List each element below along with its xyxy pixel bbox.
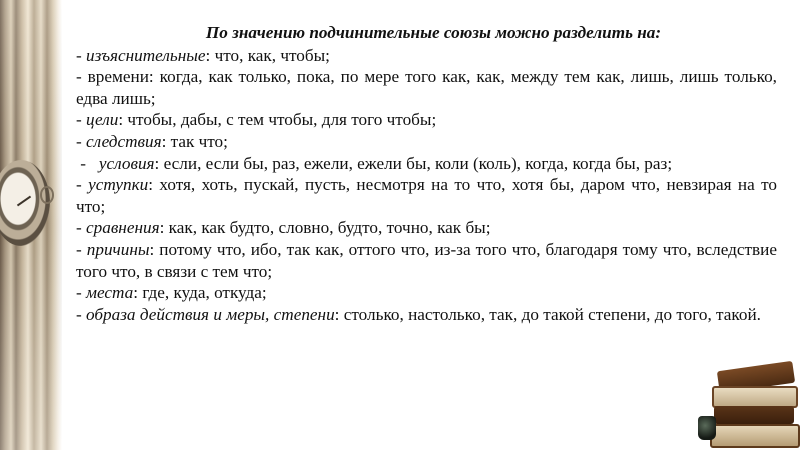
- books-image: [698, 358, 798, 446]
- list-item-term: сравнения: [86, 218, 160, 238]
- slide-content: [76, 22, 777, 325]
- list-item: - условия: если, если бы, раз, ежели, ежели бы, коли (коль), когда, когда бы, раз;: [76, 153, 673, 173]
- list-item-term: следствия: [86, 131, 162, 151]
- book: [710, 424, 800, 448]
- list-item: - сравнения: как, как будто, словно, будто, точно, как бы;: [76, 218, 491, 238]
- list-item-term: уступки: [88, 175, 149, 195]
- list-item: - образа действия и меры, степени: столько, настолько, так, до такой степени, до того, такой.: [76, 304, 761, 324]
- list-item: - причины: потому что, ибо, так как, оттого что, из-за того что, благодаря тому что, вследствие того что, в связи с тем что;: [76, 239, 777, 281]
- list-item: - изъяснительные: что, как, чтобы;: [76, 45, 330, 65]
- list-item: - времени: когда, как только, пока, по мере того как, как, между тем как, лишь, лишь только, едва лишь;: [76, 67, 777, 108]
- list-item-term: места: [86, 283, 134, 303]
- slide-heading: По значению подчинительные союзы можно разделить на:: [205, 23, 662, 42]
- list-item: - уступки: хотя, хоть, пускай, пусть, несмотря на то что, хотя бы, даром что, невзирая на то что;: [76, 175, 777, 216]
- list-item-term: причины: [86, 239, 150, 259]
- list-item-term: цели: [86, 110, 119, 130]
- list-item-term: условия: [98, 153, 155, 173]
- list-item: - места: где, куда, откуда;: [76, 283, 267, 303]
- book: [712, 386, 798, 408]
- book: [714, 406, 794, 424]
- list-item-term: образа действия и меры, степени: [86, 304, 335, 324]
- list-item: - цели: чтобы, дабы, с тем чтобы, для того чтобы;: [76, 110, 437, 130]
- list-item-term: изъяснительные: [86, 45, 206, 65]
- list-item: - следствия: так что;: [76, 131, 228, 151]
- inkwell-image: [698, 416, 716, 440]
- watch-ring: [40, 186, 54, 204]
